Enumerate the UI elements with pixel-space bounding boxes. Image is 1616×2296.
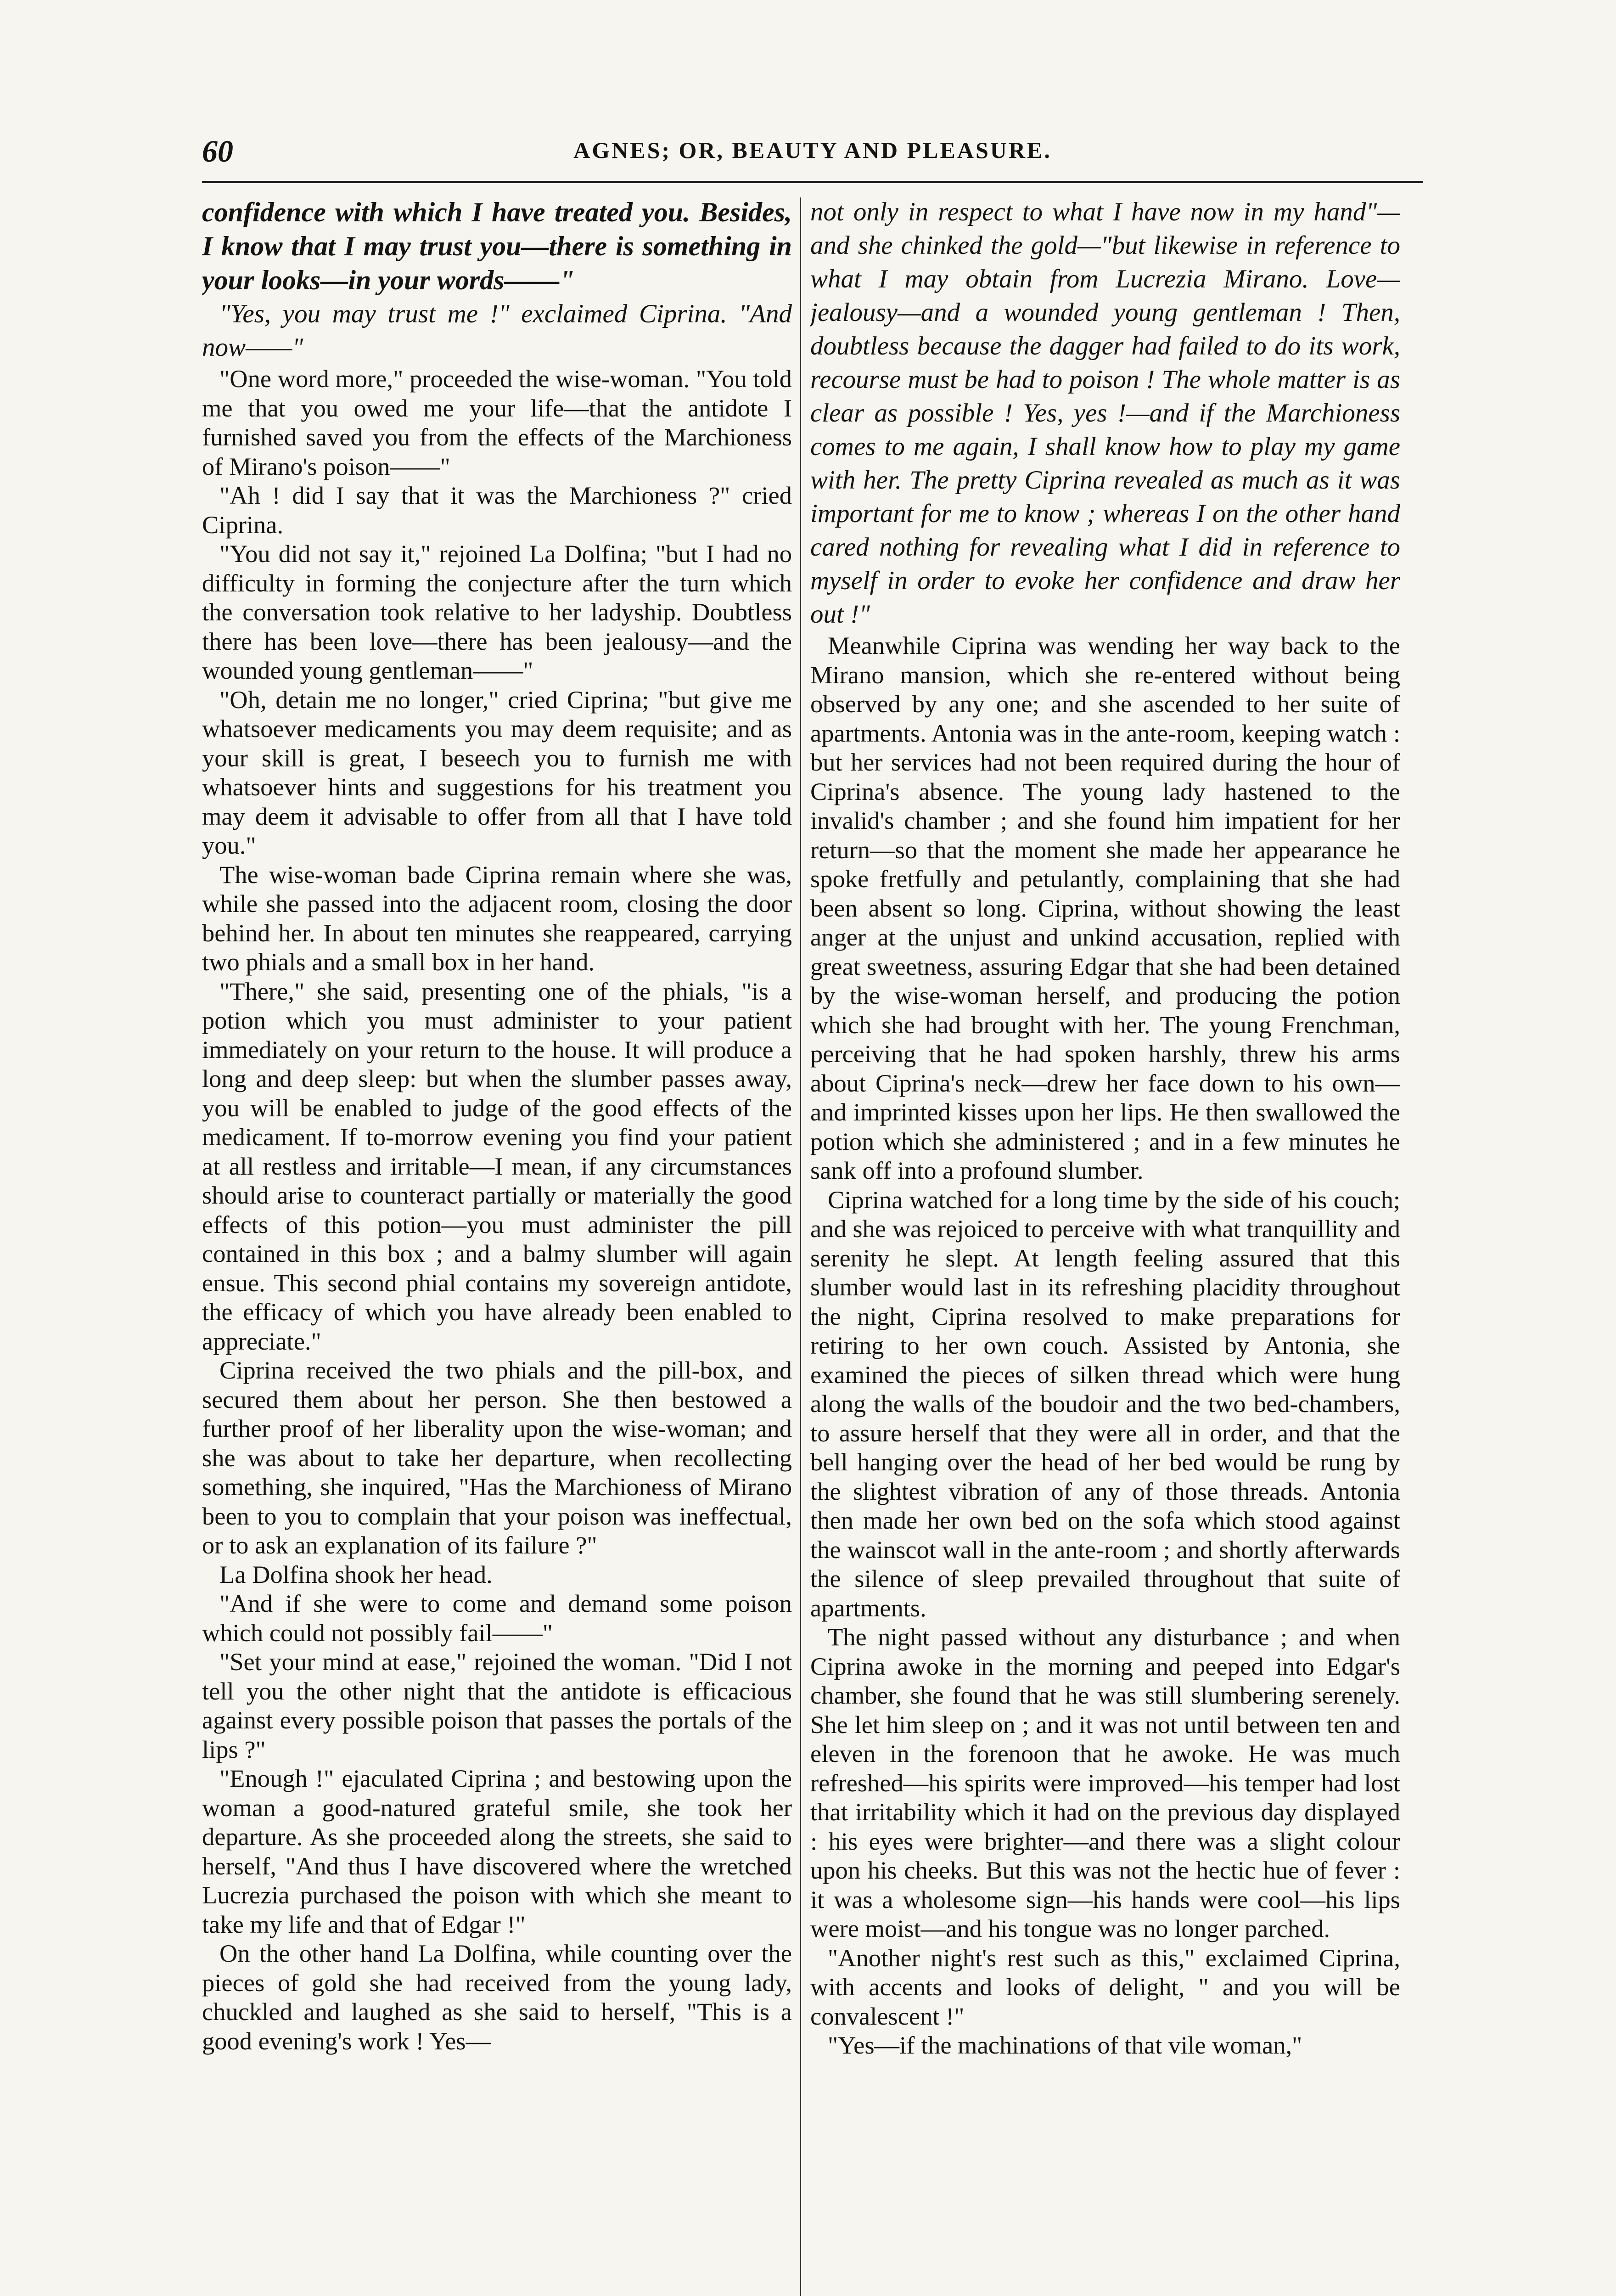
paragraph: confidence with which I have treated you. Besides, I know that I may trust you—there is something in your looks—in your words——"	[202, 197, 792, 295]
page-header	[202, 133, 1423, 184]
right-column	[810, 195, 1400, 2296]
paragraph: "Ah ! did I say that it was the Marchioness ?" cried Ciprina.	[202, 481, 792, 539]
column-rule	[800, 197, 801, 2296]
paragraph: "Oh, detain me no longer," cried Ciprina; "but give me whatsoever medicaments you may deem requisite; and as your skill is great, I beseech you to furnish me with whatsoever hints and suggestions for his treatment you may deem it advisable to offer from all that I have told you."	[202, 685, 792, 859]
paragraph: "Set your mind at ease," rejoined the woman. "Did I not tell you the other night that the antidote is efficacious against every possible poison that passes the portals of the lips ?"	[202, 1648, 792, 1763]
newspaper-page	[202, 133, 1423, 2296]
paragraph: The night passed without any disturbance ; and when Ciprina awoke in the morning and peeped into Edgar's chamber, she found that he was still slumbering serenely. She let him sleep on ; and it was not until between ten and eleven in the forenoon that he awoke. He was much refreshed—his spirits were improved—his temper had lost that irritability which it had on the previous day displayed : his eyes were brighter—and there was a slight colour upon his cheeks. But this was not the hectic hue of fever : it was a wholesome sign—his hands were cool—his lips were moist—and his tongue was no longer parched.	[810, 1623, 1400, 1942]
paragraph: "Another night's rest such as this," exclaimed Ciprina, with accents and looks of delight, " and you will be convalescent !"	[810, 1943, 1400, 2030]
paragraph: "Enough !" ejaculated Ciprina ; and bestowing upon the woman a good-natured grateful smile, she took her departure. As she proceeded along the streets, she said to herself, "And thus I have discovered where the wretched Lucrezia purchased the poison with which she meant to take my life and that of Edgar !"	[202, 1764, 792, 1938]
paragraph: La Dolfina shook her head.	[219, 1560, 493, 1588]
paragraph: "One word more," proceeded the wise-woman. "You told me that you owed me your life—that the antidote I furnished saved you from the effects of the Marchioness of Mirano's poison——"	[202, 365, 792, 480]
header-rule	[202, 181, 1423, 183]
paragraph: On the other hand La Dolfina, while counting over the pieces of gold she had received from the young lady, chuckled and laughed as she said to herself, "This is a good evening's work ! Yes—	[202, 1939, 792, 2055]
running-title: AGNES; OR, BEAUTY AND PLEASURE.	[573, 137, 1052, 163]
paragraph: "And if she were to come and demand some poison which could not possibly fail——"	[202, 1589, 792, 1647]
paragraph: The wise-woman bade Ciprina remain where she was, while she passed into the adjacent room, closing the door behind her. In about ten minutes she reappeared, carrying two phials and a small box in her hand.	[202, 860, 792, 976]
paragraph: Ciprina watched for a long time by the side of his couch; and she was rejoiced to perceive with what tranquillity and serenity he slept. At length feeling assured that this slumber would last in its refreshing placidity throughout the night, Ciprina resolved to make preparations for retiring to her own couch. Assisted by Antonia, she examined the pieces of silken thread which were hung along the walls of the boudoir and the two bed-chambers, to assure herself that they were all in order, and that the bell hanging over the head of her bed would be rung by the slightest vibration of any of those threads. Antonia then made her own bed on the sofa which stood against the wainscot wall in the ante-room ; and shortly afterwards the silence of sleep prevailed throughout that suite of apartments.	[810, 1185, 1400, 1622]
paragraph: "There," she said, presenting one of the phials, "is a potion which you must administer to your patient immediately on your return to the house. It will produce a long and deep sleep: but when the slumber passes away, you will be enabled to judge of the good effects of the medicament. If to-morrow evening you find your patient at all restless and irritable—I mean, if any circumstances should arise to counteract partially or materially the good effects of this potion—you must administer the pill contained in this box ; and a balmy slumber will again ensue. This second phial contains my sovereign antidote, the efficacy of which you have already been enabled to appreciate."	[202, 977, 792, 1355]
paragraph: not only in respect to what I have now in my hand"—and she chinked the gold—"but likewise in reference to what I may obtain from Lucrezia Mirano. Love—jealousy—and a wounded young gentleman ! Then, doubtless because the dagger had failed to do its work, recourse must be had to poison ! The whole matter is as clear as possible ! Yes, yes !—and if the Marchioness comes to me again, I shall know how to play my game with her. The pretty Ciprina revealed as much as it was important for me to know ; whereas I on the other hand cared nothing for revealing what I did in reference to myself in order to evoke her confidence and draw her out !"	[810, 197, 1400, 629]
paragraph: "Yes—if the machinations of that vile woman,"	[828, 2031, 1302, 2059]
left-column	[202, 195, 792, 2296]
paragraph: "Yes, you may trust me !" exclaimed Ciprina. "And now——"	[202, 299, 792, 362]
paragraph: "You did not say it," rejoined La Dolfina; "but I had no difficulty in forming the conjecture after the turn which the conversation took relative to her ladyship. Doubtless there has been love—there has been jealousy—and the wounded young gentleman——"	[202, 540, 792, 684]
page-number: 60	[202, 134, 233, 169]
paragraph: Ciprina received the two phials and the pill-box, and secured them about her person. She then bestowed a further proof of her liberality upon the wise-woman; and she was about to take her departure, when recollecting something, she inquired, "Has the Marchioness of Mirano been to you to complain that your poison was ineffectual, or to ask an explanation of its failure ?"	[202, 1356, 792, 1559]
paragraph: Meanwhile Ciprina was wending her way back to the Mirano mansion, which she re-entered without being observed by any one; and she ascended to her suite of apartments. Antonia was in the ante-room, keeping watch : but her services had not been required during the hour of Ciprina's absence. The young lady hastened to the invalid's chamber ; and she found him impatient for her return—so that the moment she made her appearance he spoke fretfully and petulantly, complaining that she had been absent so long. Ciprina, without showing the least anger at the unjust and unkind accusation, replied with great sweetness, assuring Edgar that she had been detained by the wise-woman herself, and producing the potion which she had brought with her. The young Frenchman, perceiving that he had spoken harshly, threw his arms about Ciprina's neck—drew her face down to his own—and imprinted kisses upon her lips. He then swallowed the potion which she administered ; and in a few minutes he sank off into a profound slumber.	[810, 631, 1400, 1184]
